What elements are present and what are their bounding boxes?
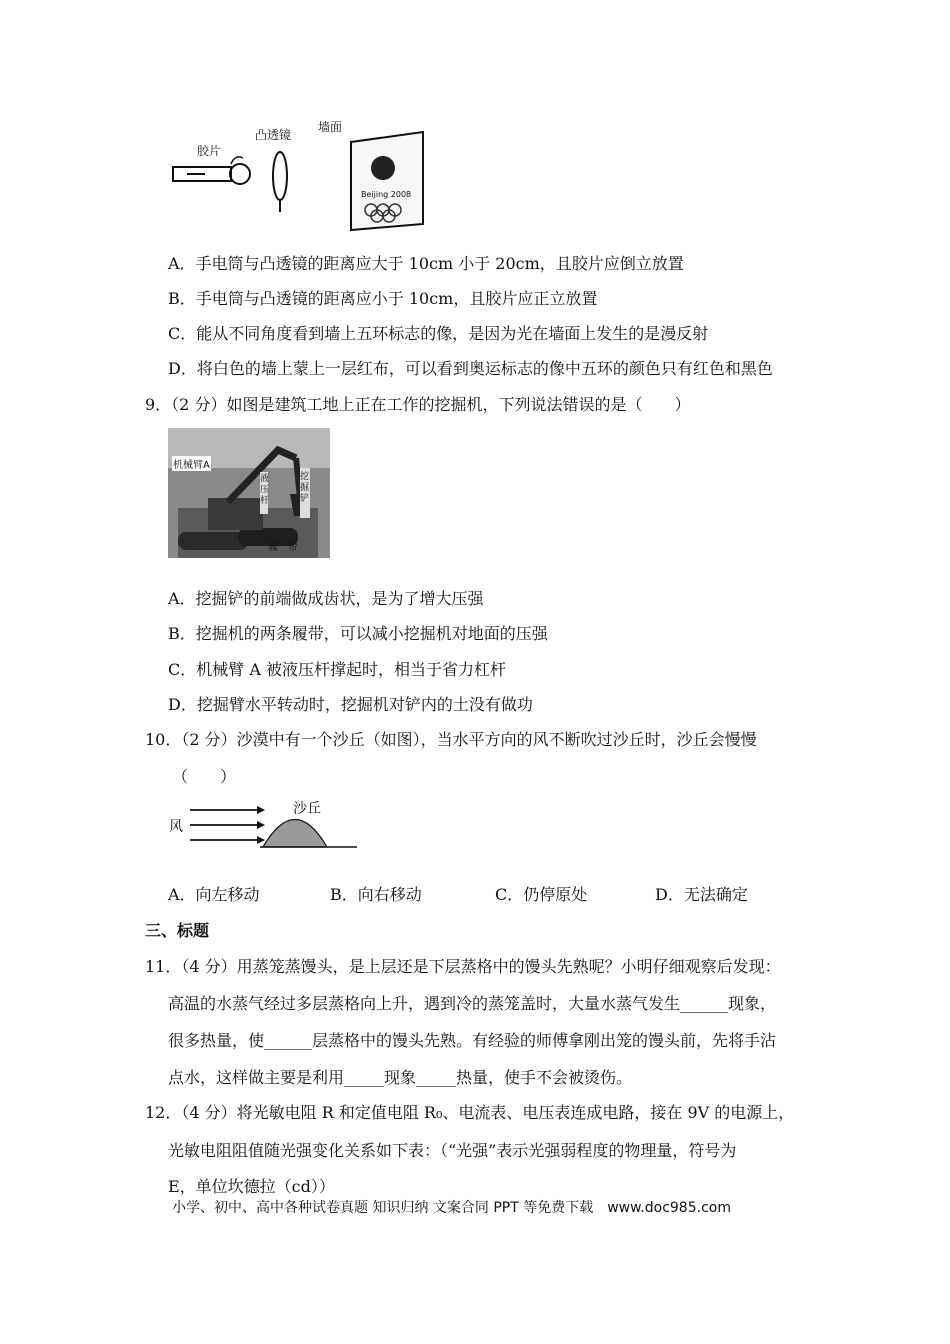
q12-line-1: 12．（4 分）将光敏电阻 R 和定值电阻 R₀、电流表、电压表连成电路，接在 9V 的电源上， <box>145 1103 795 1122</box>
q11-line-4: 点水，这样做主要是利用_____现象_____热量，使手不会被烫伤。 <box>168 1068 633 1087</box>
q8-option-b: B．手电筒与凸透镜的距离应小于 10cm，且胶片应正立放置 <box>168 289 598 308</box>
q9-option-a: A．挖掘铲的前端做成齿状，是为了增大压强 <box>168 589 484 608</box>
label-track: 履 带 <box>268 542 298 553</box>
footer-text: 小学、初中、高中各种试卷真题 知识归纳 文案合同 PPT 等免费下载 www.doc985.com <box>172 1200 731 1216</box>
q10-option-a: A．向左移动 <box>168 885 260 904</box>
dune-figure <box>165 796 365 856</box>
q10-option-d: D．无法确定 <box>655 885 748 904</box>
label-film: 胶片 <box>197 144 222 158</box>
q10-stem: 10．（2 分）沙漠中有一个沙丘（如图），当水平方向的风不断吹过沙丘时，沙丘会慢慢 <box>145 730 757 749</box>
q9-stem: 9．（2 分）如图是建筑工地上正在工作的挖掘机，下列说法错误的是（ ） <box>145 395 691 414</box>
q8-option-a: A．手电筒与凸透镜的距离应大于 10cm 小于 20cm，且胶片应倒立放置 <box>168 254 684 273</box>
q10-option-b: B．向右移动 <box>330 885 422 904</box>
q12-line-2: 光敏电阻阻值随光强变化关系如下表：（“光强”表示光强弱程度的物理量，符号为 <box>168 1141 737 1160</box>
projector-diagram <box>165 112 435 232</box>
label-lens: 凸透镜 <box>255 128 292 142</box>
excavator-figure <box>168 428 330 558</box>
q10-answer-blank: （ ） <box>172 767 237 786</box>
q8-option-d: D．将白色的墙上蒙上一层红布，可以看到奥运标志的像中五环的颜色只有红色和黑色 <box>168 359 773 378</box>
label-dune: 沙丘 <box>293 801 321 817</box>
logo-text: Beijing 2008 <box>361 190 412 199</box>
label-shovel: 挖掘铲 <box>300 472 310 504</box>
q9-option-d: D．挖掘臂水平转动时，挖掘机对铲内的土没有做功 <box>168 695 533 714</box>
label-rod: 液压杆 <box>260 474 270 506</box>
projector-figure <box>165 112 435 232</box>
q11-line-3: 很多热量，使______层蒸格中的馒头先熟。有经验的师傅拿刚出笼的馒头前，先将手沾 <box>168 1031 777 1050</box>
q12-line-3: E，单位坎德拉（cd）） <box>168 1177 335 1196</box>
q9-option-b: B．挖掘机的两条履带，可以减小挖掘机对地面的压强 <box>168 624 548 643</box>
q8-option-c: C．能从不同角度看到墙上五环标志的像，是因为光在墙面上发生的是漫反射 <box>168 324 709 343</box>
label-wind: 风 <box>169 819 183 835</box>
q11-line-1: 11．（4 分）用蒸笼蒸馒头，是上层还是下层蒸格中的馒头先熟呢？小明仔细观察后发现： <box>145 957 781 976</box>
q11-line-2: 高温的水蒸气经过多层蒸格向上升，遇到冷的蒸笼盖时，大量水蒸气发生______现象， <box>168 994 777 1013</box>
section-3-title: 三、标题 <box>145 921 210 940</box>
label-wall: 墙面 <box>318 120 343 134</box>
dune-diagram <box>165 796 365 856</box>
label-arm: 机械臂A <box>172 456 211 471</box>
q9-option-c: C．机械臂 A 被液压杆撑起时，相当于省力杠杆 <box>168 660 506 679</box>
q10-option-c: C．仍停原处 <box>495 885 588 904</box>
